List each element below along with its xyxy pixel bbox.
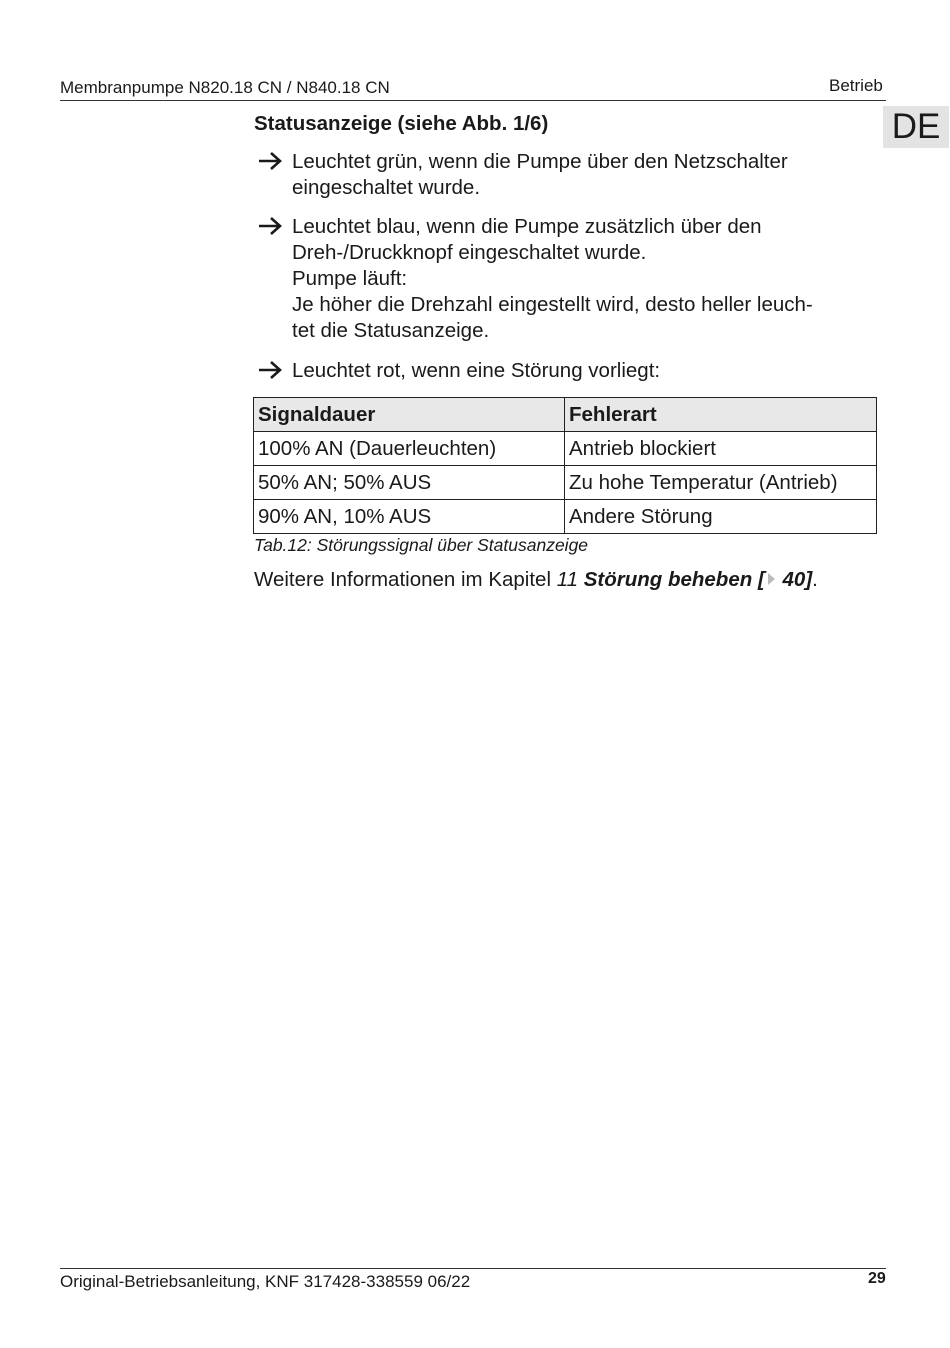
arrow-right-icon [258, 214, 286, 240]
table-row [254, 500, 877, 534]
section-title: Betrieb [829, 76, 883, 95]
table-cell: 100% AN (Dauerleuchten) [254, 432, 565, 466]
page-reference: 40 [782, 568, 806, 591]
fault-signal-table [253, 397, 877, 534]
chapter-link[interactable]: 11 Störung beheben [ 40] [556, 568, 813, 591]
table-header-row [254, 398, 877, 432]
bullet-line: Leuchtet grün, wenn die Pumpe über den Netzschalter [292, 150, 788, 173]
table-cell: Zu hohe Temperatur (Antrieb) [565, 466, 877, 500]
page-reference-icon [765, 569, 777, 585]
footer-document-info: Original-Betriebsanleitung, KNF 317428-338559 06/22 [60, 1272, 471, 1291]
bullet-line: Leuchtet rot, wenn eine Störung vorliegt: [292, 359, 661, 382]
column-header-signal-duration: Signaldauer [254, 398, 565, 432]
chapter-number: 11 [556, 568, 578, 591]
bullet-text [292, 214, 876, 344]
bullet-line: eingeschaltet wurde. [292, 176, 481, 199]
bullet-text [292, 358, 876, 384]
footer-divider [60, 1268, 886, 1269]
bullet-text [292, 149, 876, 201]
bullet-line: tet die Statusanzeige. [292, 319, 490, 342]
column-header-fault-type: Fehlerart [565, 398, 877, 432]
arrow-right-icon [258, 149, 286, 175]
more-info-lead: Weitere Informationen im Kapitel [254, 568, 557, 591]
language-tab: DE [883, 106, 949, 148]
bullet-line: Leuchtet blau, wenn die Pumpe zusätzlich über den [292, 215, 762, 238]
table-cell: 90% AN, 10% AUS [254, 500, 565, 534]
more-info-text: Weitere Informationen im Kapitel 11 Störung beheben [ 40]. [254, 568, 818, 591]
table-row [254, 466, 877, 500]
document-title: Membranpumpe N820.18 CN / N840.18 CN [60, 78, 390, 97]
section-heading: Statusanzeige (siehe Abb. 1/6) [254, 112, 549, 135]
bullet-line: Dreh-/Druckknopf eingeschaltet wurde. [292, 241, 647, 264]
table-caption: Tab.12: Störungssignal über Statusanzeige [254, 535, 589, 555]
table-row [254, 432, 877, 466]
table-cell: Andere Störung [565, 500, 877, 534]
bullet-line: Pumpe läuft: [292, 267, 408, 290]
page-number: 29 [868, 1270, 886, 1287]
arrow-right-icon [258, 358, 286, 384]
chapter-title: Störung beheben [583, 568, 753, 591]
header-divider [60, 100, 886, 101]
bullet-line: Je höher die Drehzahl eingestellt wird, desto heller leuch- [292, 293, 813, 316]
table-cell: 50% AN; 50% AUS [254, 466, 565, 500]
table-cell: Antrieb blockiert [565, 432, 877, 466]
